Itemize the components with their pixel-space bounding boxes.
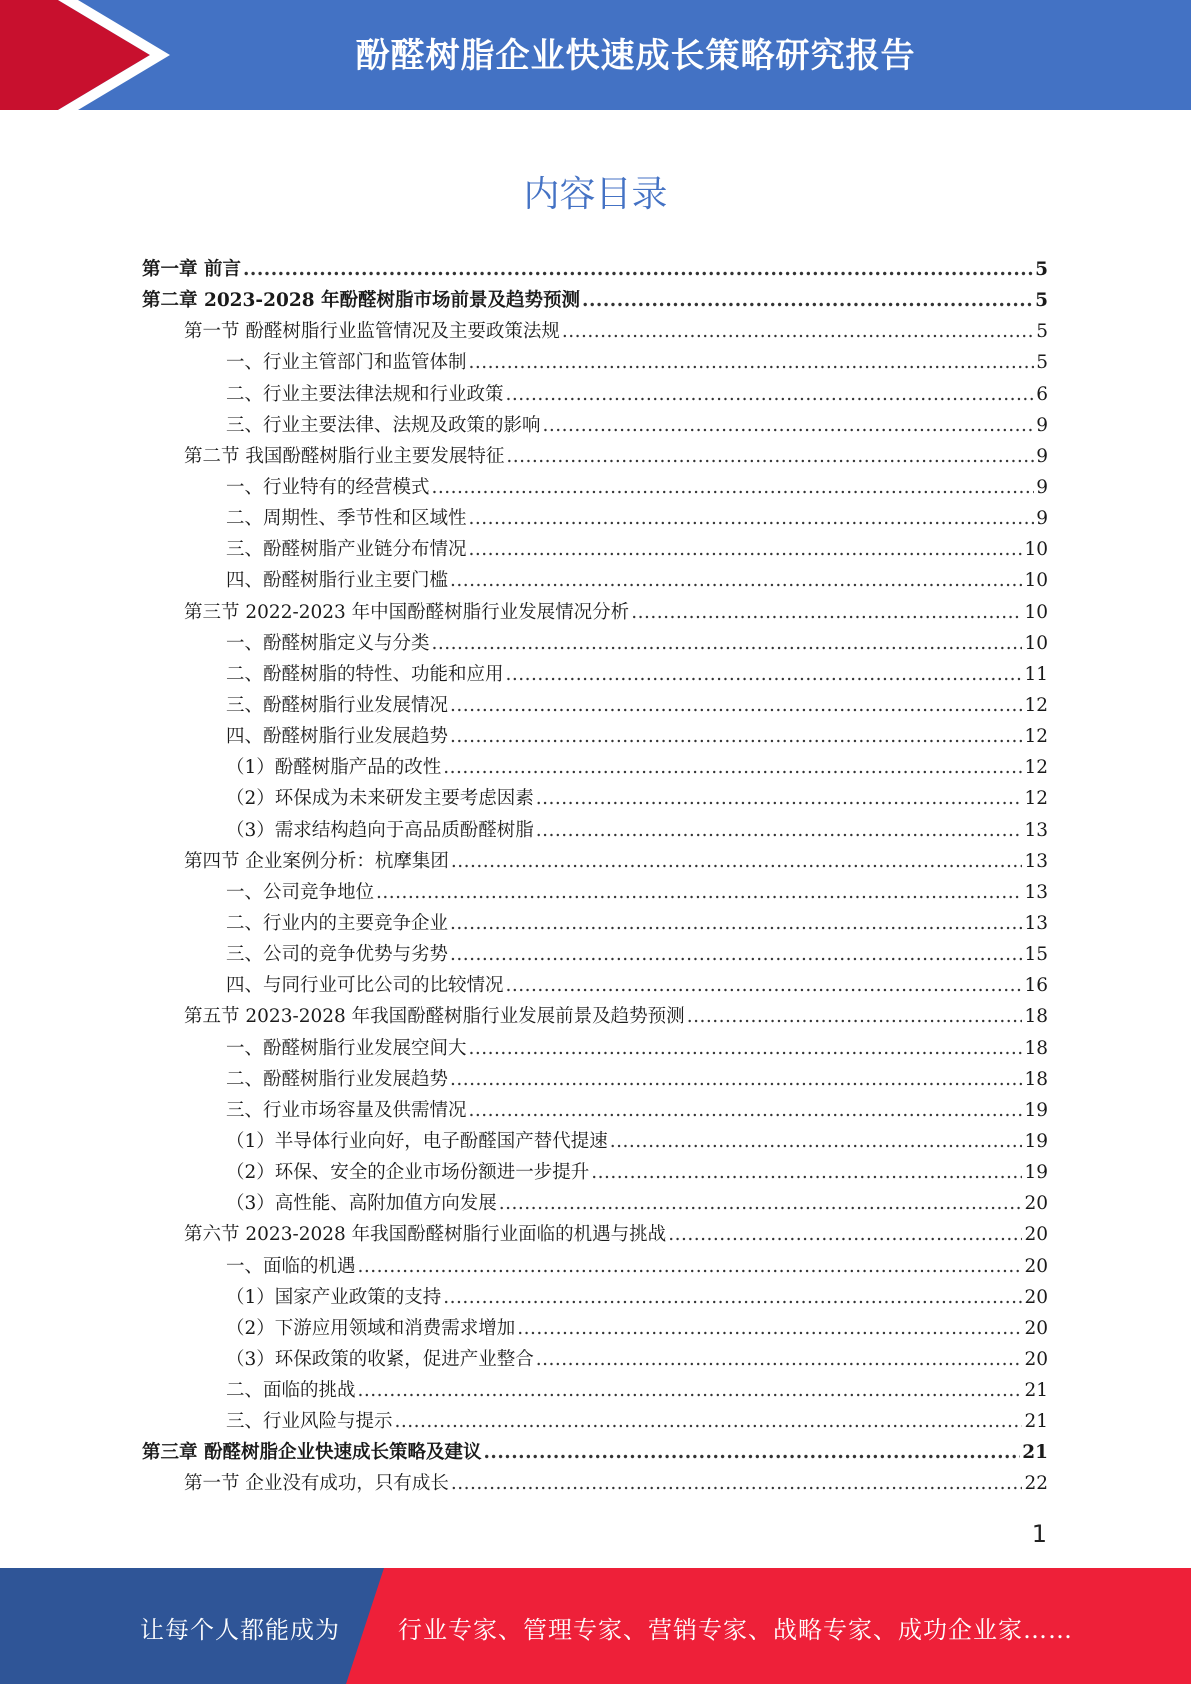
toc-entry[interactable] xyxy=(142,1251,1048,1282)
toc-leader-dots xyxy=(432,628,1023,659)
toc-leader-dots xyxy=(469,534,1023,565)
toc-entry-title: 四、与同行业可比公司的比较情况 xyxy=(226,975,504,997)
toc-leader-dots xyxy=(450,1064,1022,1095)
footer-band xyxy=(0,1568,1191,1684)
toc-entry[interactable] xyxy=(142,1095,1048,1126)
toc-entry[interactable] xyxy=(142,1406,1048,1437)
toc-entry[interactable] xyxy=(142,1282,1048,1313)
toc-entry-page: 19 xyxy=(1024,1162,1048,1184)
toc-entry-page: 5 xyxy=(1035,290,1048,312)
toc-entry[interactable] xyxy=(142,939,1048,970)
toc-entry[interactable] xyxy=(142,472,1048,503)
toc-entry-title: （1）国家产业政策的支持 xyxy=(226,1286,442,1308)
toc-entry[interactable] xyxy=(142,565,1048,596)
toc-leader-dots xyxy=(631,597,1022,628)
toc-leader-dots xyxy=(562,316,1034,347)
toc-leader-dots xyxy=(506,970,1023,1001)
toc-entry-title: 二、酚醛树脂行业发展趋势 xyxy=(226,1068,449,1090)
toc-entry-title: 一、酚醛树脂行业发展空间大 xyxy=(226,1037,467,1059)
toc-entry[interactable] xyxy=(142,908,1048,939)
toc-entry[interactable] xyxy=(142,970,1048,1001)
toc-leader-dots xyxy=(506,659,1023,690)
report-title: 酚醛树脂企业快速成长策略研究报告 xyxy=(355,36,916,76)
toc-entry[interactable] xyxy=(142,877,1048,908)
toc-entry-page: 19 xyxy=(1024,1130,1048,1152)
toc-entry-page: 9 xyxy=(1036,445,1048,467)
toc-entry[interactable] xyxy=(142,1468,1048,1499)
toc-entry-page: 21 xyxy=(1024,1380,1048,1402)
toc-leader-dots xyxy=(469,1033,1023,1064)
toc-entry-title: 三、公司的竞争优势与劣势 xyxy=(226,944,449,966)
table-of-contents xyxy=(142,254,1048,1500)
toc-entry-title: 第六节 2023-2028 年我国酚醛树脂行业面临的机遇与挑战 xyxy=(184,1224,667,1246)
toc-entry-page: 20 xyxy=(1024,1317,1048,1339)
toc-entry-title: （1）酚醛树脂产品的改性 xyxy=(226,757,442,779)
toc-entry[interactable] xyxy=(142,783,1048,814)
toc-entry[interactable] xyxy=(142,1126,1048,1157)
toc-entry[interactable] xyxy=(142,846,1048,877)
toc-entry-title: 三、行业风险与提示 xyxy=(226,1411,393,1433)
toc-leader-dots xyxy=(506,379,1035,410)
toc-entry[interactable] xyxy=(142,752,1048,783)
toc-entry[interactable] xyxy=(142,1001,1048,1032)
toc-entry-title: 二、酚醛树脂的特性、功能和应用 xyxy=(226,663,504,685)
toc-entry-title: 第一节 企业没有成功，只有成长 xyxy=(184,1473,449,1495)
toc-entry-page: 10 xyxy=(1024,632,1048,654)
toc-entry-title: 第一节 酚醛树脂行业监管情况及主要政策法规 xyxy=(184,321,560,343)
toc-leader-dots xyxy=(582,285,1033,316)
toc-entry-page: 9 xyxy=(1036,476,1048,498)
toc-leader-dots xyxy=(499,1188,1023,1219)
toc-entry[interactable] xyxy=(142,534,1048,565)
toc-leader-dots xyxy=(450,565,1022,596)
toc-entry-page: 20 xyxy=(1024,1286,1048,1308)
toc-entry[interactable] xyxy=(142,1157,1048,1188)
toc-leader-dots xyxy=(451,1468,1023,1499)
toc-entry[interactable] xyxy=(142,1064,1048,1095)
toc-leader-dots xyxy=(450,939,1022,970)
toc-entry-title: 第五节 2023-2028 年我国酚醛树脂行业发展前景及趋势预测 xyxy=(184,1006,685,1028)
toc-entry[interactable] xyxy=(142,690,1048,721)
toc-entry-page: 20 xyxy=(1024,1255,1048,1277)
toc-leader-dots xyxy=(469,1095,1023,1126)
toc-entry-title: 三、酚醛树脂行业发展情况 xyxy=(226,694,449,716)
toc-leader-dots xyxy=(443,752,1022,783)
toc-leader-dots xyxy=(243,254,1033,285)
toc-entry[interactable] xyxy=(142,1344,1048,1375)
toc-entry[interactable] xyxy=(142,1188,1048,1219)
toc-entry-title: 三、酚醛树脂产业链分布情况 xyxy=(226,539,467,561)
toc-leader-dots xyxy=(450,721,1022,752)
toc-entry-title: 一、面临的机遇 xyxy=(226,1255,356,1277)
toc-entry-page: 21 xyxy=(1024,1411,1048,1433)
toc-entry-title: （3）环保政策的收紧，促进产业整合 xyxy=(226,1348,534,1370)
footer-slogan-left: 让每个人都能成为 xyxy=(140,1616,340,1644)
toc-leader-dots xyxy=(451,846,1023,877)
toc-entry-page: 19 xyxy=(1024,1099,1048,1121)
toc-leader-dots xyxy=(450,908,1022,939)
toc-entry[interactable] xyxy=(142,285,1048,316)
toc-entry-title: 第四节 企业案例分析：杭摩集团 xyxy=(184,850,449,872)
header-band xyxy=(0,0,1191,110)
toc-entry[interactable] xyxy=(142,316,1048,347)
toc-entry-page: 18 xyxy=(1024,1006,1048,1028)
toc-entry-page: 20 xyxy=(1024,1224,1048,1246)
toc-leader-dots xyxy=(536,815,1023,846)
toc-entry[interactable] xyxy=(142,1375,1048,1406)
toc-entry[interactable] xyxy=(142,410,1048,441)
toc-entry-page: 6 xyxy=(1036,383,1048,405)
toc-leader-dots xyxy=(469,347,1035,378)
toc-entry-page: 20 xyxy=(1024,1348,1048,1370)
toc-leader-dots xyxy=(443,1282,1022,1313)
toc-entry[interactable] xyxy=(142,1033,1048,1064)
toc-leader-dots xyxy=(483,1437,1020,1468)
toc-entry-title: （1）半导体行业向好，电子酚醛国产替代提速 xyxy=(226,1130,608,1152)
toc-entry-title: 第三章 酚醛树脂企业快速成长策略及建议 xyxy=(142,1442,482,1464)
toc-entry-title: 二、周期性、季节性和区域性 xyxy=(226,508,467,530)
toc-entry-title: （2）环保成为未来研发主要考虑因素 xyxy=(226,788,534,810)
footer-slogan-right: 行业专家、管理专家、营销专家、战略专家、成功企业家…… xyxy=(398,1616,1073,1644)
toc-entry-page: 10 xyxy=(1024,601,1048,623)
toc-entry-page: 21 xyxy=(1022,1442,1048,1464)
toc-entry[interactable] xyxy=(142,628,1048,659)
toc-entry[interactable] xyxy=(142,815,1048,846)
toc-entry-title: （3）需求结构趋向于高品质酚醛树脂 xyxy=(226,819,534,841)
toc-entry-page: 5 xyxy=(1036,321,1048,343)
toc-leader-dots xyxy=(450,690,1022,721)
toc-entry[interactable] xyxy=(142,503,1048,534)
toc-leader-dots xyxy=(358,1251,1023,1282)
toc-leader-dots xyxy=(469,503,1035,534)
toc-leader-dots xyxy=(610,1126,1023,1157)
toc-entry-page: 5 xyxy=(1036,352,1048,374)
toc-entry-title: 第三节 2022-2023 年中国酚醛树脂行业发展情况分析 xyxy=(184,601,630,623)
toc-entry[interactable] xyxy=(142,441,1048,472)
toc-entry-page: 18 xyxy=(1024,1068,1048,1090)
toc-entry-title: 第二章 2023-2028 年酚醛树脂市场前景及趋势预测 xyxy=(142,290,581,312)
toc-entry-page: 12 xyxy=(1024,726,1048,748)
toc-entry-title: 一、公司竞争地位 xyxy=(226,881,375,903)
toc-entry-page: 10 xyxy=(1024,539,1048,561)
toc-leader-dots xyxy=(536,783,1023,814)
toc-entry-page: 13 xyxy=(1024,881,1048,903)
toc-entry-page: 20 xyxy=(1024,1193,1048,1215)
toc-leader-dots xyxy=(687,1001,1023,1032)
toc-entry-page: 12 xyxy=(1024,694,1048,716)
toc-entry-page: 16 xyxy=(1024,975,1048,997)
toc-entry-title: 二、面临的挑战 xyxy=(226,1380,356,1402)
toc-entry-title: 三、行业市场容量及供需情况 xyxy=(226,1099,467,1121)
toc-entry[interactable] xyxy=(142,379,1048,410)
toc-entry-title: 第二节 我国酚醛树脂行业主要发展特征 xyxy=(184,445,505,467)
toc-entry-page: 5 xyxy=(1035,259,1048,280)
toc-entry-title: 二、行业主要法律法规和行业政策 xyxy=(226,383,504,405)
toc-entry-page: 18 xyxy=(1024,1037,1048,1059)
toc-entry-page: 9 xyxy=(1036,414,1048,436)
toc-entry[interactable] xyxy=(142,1219,1048,1250)
toc-entry-title: （3）高性能、高附加值方向发展 xyxy=(226,1193,497,1215)
toc-entry-title: 四、酚醛树脂行业发展趋势 xyxy=(226,726,449,748)
toc-entry-title: 二、行业内的主要竞争企业 xyxy=(226,912,449,934)
toc-entry-page: 11 xyxy=(1024,663,1048,685)
toc-entry[interactable] xyxy=(142,721,1048,752)
toc-entry[interactable] xyxy=(142,659,1048,690)
toc-entry-title: （2）下游应用领域和消费需求增加 xyxy=(226,1317,516,1339)
toc-entry-page: 13 xyxy=(1024,850,1048,872)
toc-entry-page: 15 xyxy=(1024,944,1048,966)
toc-entry-title: 一、酚醛树脂定义与分类 xyxy=(226,632,430,654)
toc-entry-page: 12 xyxy=(1024,757,1048,779)
toc-entry-page: 10 xyxy=(1024,570,1048,592)
page-number: 1 xyxy=(1031,1520,1047,1548)
toc-leader-dots xyxy=(543,410,1035,441)
toc-entry[interactable] xyxy=(142,597,1048,628)
toc-heading: 内容目录 xyxy=(523,174,668,215)
toc-entry[interactable] xyxy=(142,1313,1048,1344)
toc-entry-page: 13 xyxy=(1024,912,1048,934)
toc-entry[interactable] xyxy=(142,1437,1048,1468)
toc-entry[interactable] xyxy=(142,347,1048,378)
toc-leader-dots xyxy=(536,1344,1023,1375)
toc-entry-page: 9 xyxy=(1036,508,1048,530)
toc-entry-title: 第一章 前言 xyxy=(142,259,241,280)
toc-leader-dots xyxy=(432,472,1035,503)
toc-leader-dots xyxy=(395,1406,1023,1437)
toc-leader-dots xyxy=(358,1375,1023,1406)
toc-entry[interactable] xyxy=(142,254,1048,285)
toc-leader-dots xyxy=(506,441,1034,472)
toc-entry-title: 一、行业特有的经营模式 xyxy=(226,476,430,498)
toc-entry-title: 一、行业主管部门和监管体制 xyxy=(226,352,467,374)
toc-entry-title: （2）环保、安全的企业市场份额进一步提升 xyxy=(226,1162,590,1184)
toc-entry-page: 13 xyxy=(1024,819,1048,841)
toc-entry-page: 12 xyxy=(1024,788,1048,810)
toc-entry-title: 三、行业主要法律、法规及政策的影响 xyxy=(226,414,541,436)
toc-entry-title: 四、酚醛树脂行业主要门槛 xyxy=(226,570,449,592)
toc-leader-dots xyxy=(591,1157,1022,1188)
toc-entry-page: 22 xyxy=(1024,1473,1048,1495)
toc-leader-dots xyxy=(517,1313,1022,1344)
toc-leader-dots xyxy=(376,877,1022,908)
toc-leader-dots xyxy=(668,1219,1022,1250)
